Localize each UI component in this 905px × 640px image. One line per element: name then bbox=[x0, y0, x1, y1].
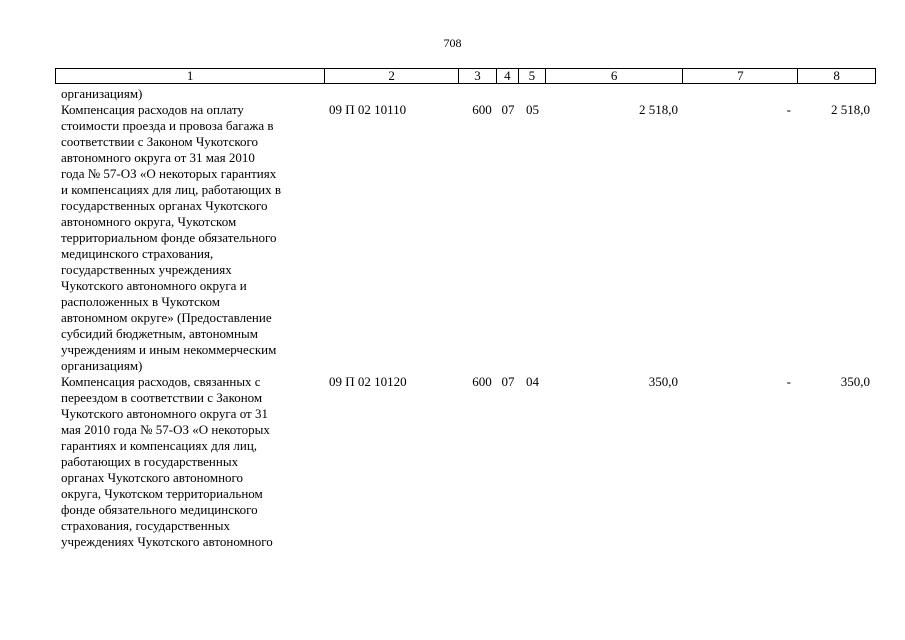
row-code: 09 П 02 10110 bbox=[329, 102, 407, 117]
row-code: 09 П 02 10120 bbox=[329, 374, 407, 389]
row-col7: - bbox=[786, 374, 791, 389]
header-col-7: 7 bbox=[683, 69, 798, 83]
row-pr: 04 bbox=[526, 374, 539, 389]
row-col7: - bbox=[786, 102, 791, 117]
text-line: учреждениям и иным некоммерческим bbox=[61, 342, 277, 357]
text-line: учреждениях Чукотского автономного bbox=[61, 534, 273, 549]
text-line: года № 57-ОЗ «О некоторых гарантиях bbox=[61, 166, 277, 181]
row-col8: 2 518,0 bbox=[831, 102, 870, 117]
continuation-text bbox=[55, 86, 325, 102]
header-col-1: 1 bbox=[56, 69, 325, 83]
table-row bbox=[55, 374, 876, 550]
text-line: мая 2010 года № 57-ОЗ «О некоторых bbox=[61, 422, 270, 437]
row-rz: 07 bbox=[501, 102, 515, 117]
text-line: стоимости проезда и провоза багажа в bbox=[61, 118, 274, 133]
text-line: Компенсация расходов, связанных с bbox=[61, 374, 261, 389]
row-col6: 350,0 bbox=[648, 374, 678, 389]
row-pr: 05 bbox=[526, 102, 539, 117]
text-line: автономного округа от 31 мая 2010 bbox=[61, 150, 255, 165]
text-line: автономного округа, Чукотском bbox=[61, 214, 237, 229]
header-col-6: 6 bbox=[546, 69, 684, 83]
text-line: работающих в государственных bbox=[61, 454, 239, 469]
text-line: фонде обязательного медицинского bbox=[61, 502, 258, 517]
text-line: организациям) bbox=[61, 86, 143, 101]
text-line: медицинского страхования, bbox=[61, 246, 214, 261]
text-line: организациям) bbox=[61, 358, 143, 373]
header-col-3: 3 bbox=[459, 69, 497, 83]
header-col-4: 4 bbox=[497, 69, 519, 83]
row-rz: 07 bbox=[501, 374, 515, 389]
row-vr: 600 bbox=[472, 374, 492, 389]
header-col-8: 8 bbox=[833, 68, 840, 83]
page-number: 708 bbox=[443, 36, 462, 50]
text-line: Чукотского автономного округа и bbox=[61, 278, 247, 293]
text-line: государственных учреждениях bbox=[61, 262, 232, 277]
row-name bbox=[55, 102, 325, 374]
row-vr: 600 bbox=[472, 102, 492, 117]
text-line: Компенсация расходов на оплату bbox=[61, 102, 244, 117]
text-line: и компенсациях для лиц, работающих в bbox=[61, 182, 281, 197]
row-col6: 2 518,0 bbox=[639, 102, 678, 117]
header-col-2: 2 bbox=[325, 69, 459, 83]
text-line: Чукотского автономного округа от 31 bbox=[61, 406, 268, 421]
text-line: округа, Чукотском территориальном bbox=[61, 486, 263, 501]
text-line: территориальном фонде обязательного bbox=[61, 230, 277, 245]
header-col-5: 5 bbox=[519, 69, 546, 83]
text-line: субсидий бюджетным, автономным bbox=[61, 326, 258, 341]
text-line: автономном округе» (Предоставление bbox=[61, 310, 272, 325]
continuation-row bbox=[55, 86, 876, 102]
text-line: государственных органах Чукотского bbox=[61, 198, 268, 213]
text-line: соответствии с Законом Чукотского bbox=[61, 134, 259, 149]
row-name bbox=[55, 374, 325, 550]
text-line: переездом в соответствии с Законом bbox=[61, 390, 263, 405]
text-line: органах Чукотского автономного bbox=[61, 470, 244, 485]
text-line: страхования, государственных bbox=[61, 518, 230, 533]
text-line: гарантиях и компенсациях для лиц, bbox=[61, 438, 258, 453]
table-header bbox=[55, 68, 876, 84]
table-body bbox=[55, 86, 876, 550]
table-row bbox=[55, 102, 876, 374]
row-col8: 350,0 bbox=[840, 374, 870, 389]
text-line: расположенных в Чукотском bbox=[61, 294, 221, 309]
